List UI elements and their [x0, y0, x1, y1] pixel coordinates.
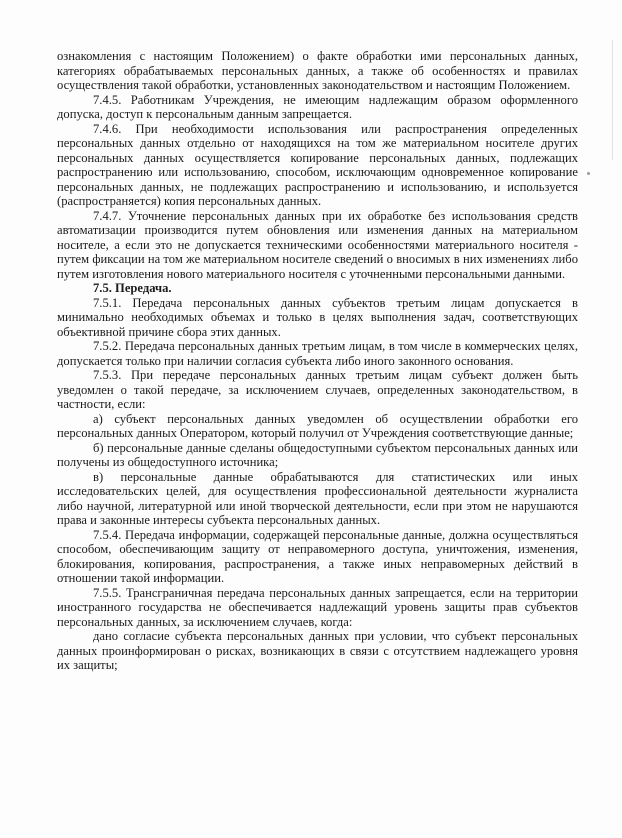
list-item-a: а) субъект персональных данных уведомлен об осуществлении обработки его персональных данных Оператором, который получил от Учреждения соответствующие данные;: [57, 411, 578, 440]
scan-speck: [587, 172, 590, 175]
paragraph-continuation: ознакомления с настоящим Положением) о факте обработки ими персональных данных, категориях обрабатываемых персональных данных, а также об особенностях и правилах осуществления такой обработки, установленных законодательством и настоящим Положением.: [57, 49, 578, 92]
paragraph-7-5-1: 7.5.1. Передача персональных данных субъектов третьим лицам допускается в минимально необходимых объемах и только в целях выполнения задач, соответствующих объективной причине сбора этих данных.: [57, 295, 578, 339]
list-item-v: в) персональные данные обрабатываются для статистических или иных исследовательских целей, для осуществления профессиональной деятельности журналиста либо научной, литературной или иной творческой деятельности, если при этом не нарушаются права и законные интересы субъекта персональных данных.: [57, 469, 578, 527]
paragraph-7-5-4: 7.5.4. Передача информации, содержащей персональные данные, должна осуществляться способом, обеспечивающим защиту от неправомерного доступа, уничтожения, изменения, блокирования, копирования, распространения, а также иных неправомерных действий в отношении такой информации.: [57, 527, 578, 585]
paragraph-7-4-5: 7.4.5. Работникам Учреждения, не имеющим надлежащим образом оформленного допуска, доступ к персональным данным запрещается.: [57, 92, 578, 121]
scan-edge-mark: [612, 40, 613, 160]
paragraph-7-5-3: 7.5.3. При передаче персональных данных третьим лицам субъект должен быть уведомлен о такой передаче, за исключением случаев, определенных законодательством, в частности, если:: [57, 368, 578, 411]
paragraph-7-5-2: 7.5.2. Передача персональных данных третьим лицам, в том числе в коммерческих целях, допускается только при наличии согласия субъекта либо иного законного основания.: [57, 339, 578, 368]
section-heading-7-5: 7.5. Передача.: [93, 281, 172, 295]
document-body: [57, 49, 578, 673]
paragraph-consent: дано согласие субъекта персональных данных при условии, что субъект персональных данных проинформирован о рисках, возникающих в связи с отсутствием надлежащего уровня их защиты;: [57, 629, 578, 672]
paragraph-7-4-6: 7.4.6. При необходимости использования или распространения определенных персональных данных отдельно от находящихся на том же материальном носителе других персональных данных осуществляется копирование персональных данных, подлежащих распространению или использованию, способом, исключающим одновременное копирование персональных данных, не подлежащих распространению и использованию, и используется (распространяется) копия персональных данных.: [57, 121, 578, 208]
list-item-b: б) персональные данные сделаны общедоступными субъектом персональных данных или получены из общедоступного источника;: [57, 440, 578, 469]
paragraph-7-5-5: 7.5.5. Трансграничная передача персональных данных запрещается, если на территории иностранного государства не обеспечивается надлежащий уровень защиты прав субъектов персональных данных, за исключением случаев, когда:: [57, 585, 578, 629]
paragraph-7-4-7: 7.4.7. Уточнение персональных данных при их обработке без использования средств автоматизации производится путем обновления или изменения данных на материальном носителе, а если это не допускается техническими особенностями материального носителя - путем фиксации на том же материальном носителе сведений о вносимых в них изменениях либо путем изготовления нового материального носителя с уточненными персональными данными.: [57, 208, 578, 281]
